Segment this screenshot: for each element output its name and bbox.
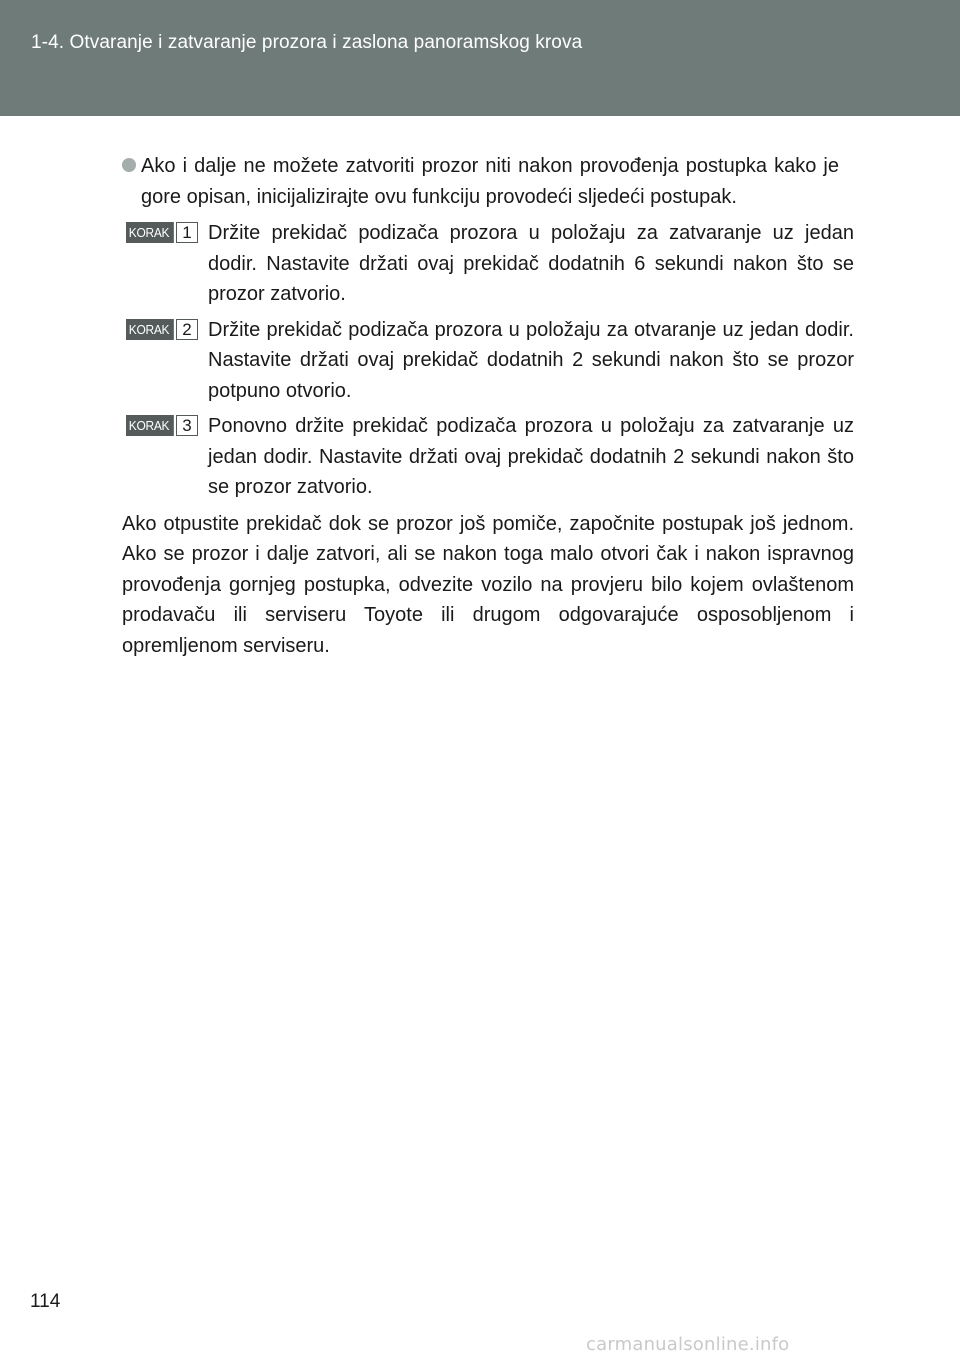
step-badge: [126, 222, 198, 243]
bullet-dot-icon: [122, 158, 136, 172]
section-title: 1-4. Otvaranje i zatvaranje prozora i zaslona panoramskog krova: [31, 32, 583, 53]
step-text: Držite prekidač podizača prozora u položaju za zatvaranje uz jedan dodir. Nastavite držati ovaj prekidač dodatnih 6 sekundi nakon što se prozor zatvorio.: [208, 222, 854, 305]
page-number: 114: [30, 1291, 61, 1312]
step-item: [122, 315, 854, 407]
step-badge-number: 1: [176, 222, 198, 243]
step-badge-label: KORAK: [126, 415, 174, 436]
step-badge-number: 3: [176, 415, 198, 436]
step-badge-label: KORAK: [126, 222, 174, 243]
section-header: [0, 0, 960, 116]
body-paragraph: Ako otpustite prekidač dok se prozor još pomiče, započnite postupak još jednom. Ako se prozor i dalje zatvori, ali se nakon toga malo otvori čak i nakon ispravnog provođenja gornjeg postupka, odvezite vozilo na provjeru bilo kojem ovlaštenom prodavaču ili serviseru Toyote ili drugom odgovarajuće osposobljenom i opremljenom serviseru.: [122, 512, 854, 657]
page-content: [122, 151, 854, 661]
step-badge-number: 2: [176, 319, 198, 340]
step-text: Držite prekidač podizača prozora u položaju za otvaranje uz jedan dodir. Nastavite držati ovaj prekidač dodatnih 2 sekundi nakon što se prozor potpuno otvorio.: [208, 318, 854, 402]
step-badge: [126, 319, 198, 340]
step-badge: [126, 415, 198, 436]
bullet-text: Ako i dalje ne možete zatvoriti prozor niti nakon provođenja postupka kako je gore opisan, inicijalizirajte ovu funkciju provodeći sljedeći postupak.: [141, 155, 839, 208]
step-text: Ponovno držite prekidač podizača prozora u položaju za zatvaranje uz jedan dodir. Nastavite držati ovaj prekidač dodatnih 2 sekundi nakon što se prozor zatvorio.: [208, 415, 854, 498]
step-item: [122, 411, 854, 503]
watermark-text: carmanualsonline.info: [586, 1334, 790, 1355]
bullet-note: [122, 151, 839, 212]
step-list: [122, 218, 854, 503]
step-badge-label: KORAK: [126, 319, 174, 340]
step-item: [122, 218, 854, 310]
